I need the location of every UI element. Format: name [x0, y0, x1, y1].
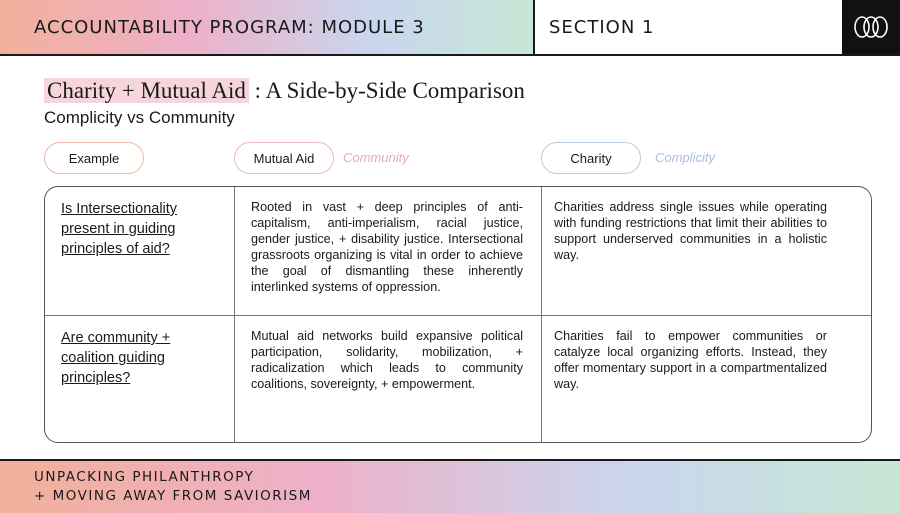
footer-bar	[0, 459, 900, 513]
footer-line-2: + MOVING AWAY FROM SAVIORISM	[34, 488, 312, 504]
community-tag: Community	[343, 150, 409, 165]
table-row	[45, 316, 871, 443]
module-title: ACCOUNTABILITY PROGRAM: MODULE 3	[0, 0, 535, 54]
footer-line-1: UNPACKING PHILANTHROPY	[34, 469, 255, 485]
page-subtitle: Complicity vs Community	[44, 108, 235, 127]
charity-text: Charities fail to empower communities or catalyze local organizing efforts. Instead, they offer momentary support in a compartmentalized way.	[554, 329, 827, 391]
mutual-aid-text: Rooted in vast + deep principles of anti-capitalism, anti-imperialism, racial justice, gender justice, + disability justice. Intersectional grassroots organizing is vital in order to achieve the goal of dismantling these inherently interlinked systems of oppression.	[251, 200, 523, 294]
triple-ring-logo-icon-svg	[851, 15, 891, 39]
mutual-aid-text: Mutual aid networks build expansive political participation, solidarity, mobilization, + radicalization which leads to community coalitions, sovereignty, + empowerment.	[251, 329, 523, 391]
comparison-table	[44, 186, 872, 443]
complicity-tag: Complicity	[655, 150, 715, 165]
header-bar	[0, 0, 900, 56]
mutual-aid-cell	[235, 187, 542, 315]
example-cell	[45, 187, 235, 315]
table-row	[45, 187, 871, 316]
triple-ring-logo-icon	[842, 0, 900, 54]
title-highlight: Charity + Mutual Aid	[44, 78, 249, 103]
row-question: Is Intersectionality present in guiding principles of aid?	[61, 201, 178, 257]
charity-cell	[542, 316, 871, 443]
row-question: Are community + coalition guiding principles?	[61, 330, 171, 386]
charity-cell	[542, 187, 871, 315]
mutual-aid-cell	[235, 316, 542, 443]
page-title	[44, 78, 525, 104]
example-column-pill: Example	[44, 142, 144, 174]
example-cell	[45, 316, 235, 443]
section-label: SECTION 1	[535, 0, 842, 54]
mutual-aid-column-pill: Mutual Aid	[234, 142, 334, 174]
charity-text: Charities address single issues while operating with funding restrictions that limit their abilities to support underserved communities in a holistic way.	[554, 200, 827, 262]
title-rest: : A Side-by-Side Comparison	[248, 78, 525, 103]
charity-column-pill: Charity	[541, 142, 641, 174]
